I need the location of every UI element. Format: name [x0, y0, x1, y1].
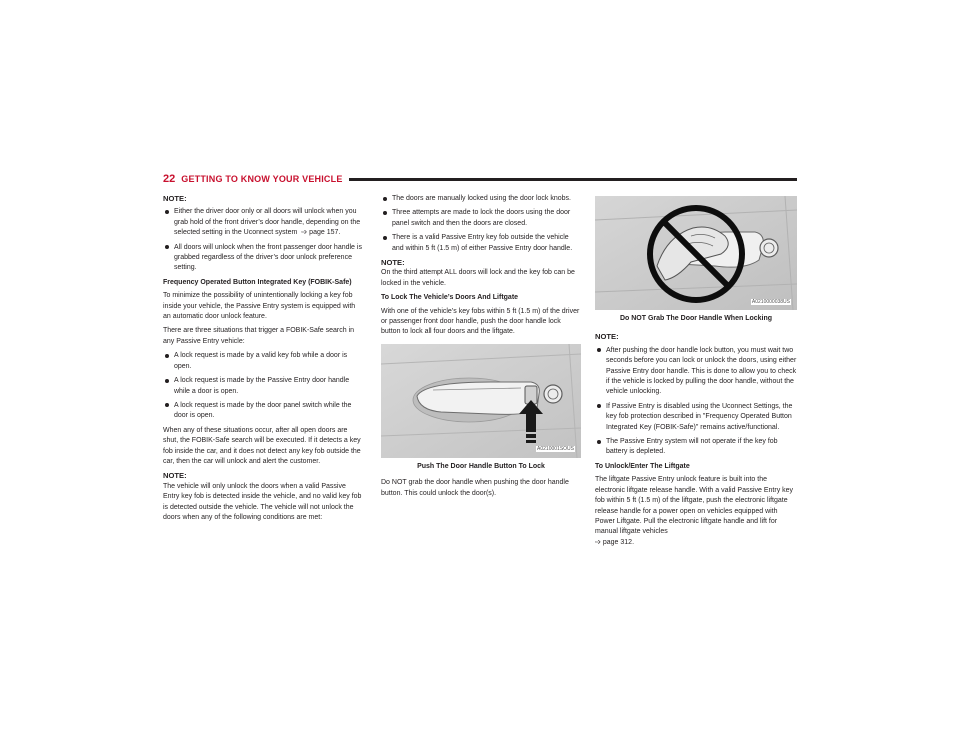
section-heading: To Lock The Vehicle’s Doors And Liftgate — [381, 294, 519, 302]
page-number: 22 — [163, 173, 176, 185]
list-item: There is a valid Passive Entry key fob outside the vehicle and within 5 ft (1.5 m) of either Passive Entry door handle. — [381, 233, 581, 254]
figure-push-lock-button — [381, 344, 581, 458]
paragraph: There are three situations that trigger a FOBIK-Safe search in any Passive Entry vehicle: — [163, 327, 355, 345]
list-item: A lock request is made by the door panel switch while the door is open. — [163, 401, 363, 422]
note-label: NOTE: — [381, 258, 405, 268]
column-left — [163, 194, 363, 527]
note-label: NOTE: — [163, 471, 187, 481]
list-item: After pushing the door handle lock button, you must wait two seconds before you can lock or unlock the doors, using either Passive Entry door handle. This is done to allow you to check if the vehicle is locked by pulling the door handle, without the vehicle unlocking. — [595, 346, 797, 398]
section-heading: Frequency Operated Button Integrated Key (FOBIK-Safe) — [163, 278, 352, 286]
page-reference-link[interactable]: page 157. — [309, 229, 341, 237]
note-bullet-list — [163, 207, 363, 273]
section-title: GETTING TO KNOW YOUR VEHICLE — [181, 174, 343, 184]
figure-code: A0210000038US — [751, 298, 790, 305]
bullet-list — [163, 351, 363, 421]
paragraph: When any of these situations occur, after all open doors are shut, the FOBIK-Safe search will be executed. If it detects a key fob inside the car, and it does not detect any key fob outside the car, then the car will unlock and alert the customer. — [163, 426, 361, 465]
note-label: NOTE: — [163, 194, 187, 203]
door-handle-illustration — [381, 344, 581, 458]
page-header — [163, 171, 797, 187]
list-item: All doors will unlock when the front passenger door handle is grabbed regardless of the driver’s door unlock preference setting. — [163, 243, 363, 274]
page-reference-arrow-icon: ➩ — [301, 229, 308, 237]
note-label: NOTE: — [595, 332, 619, 342]
page-reference-link[interactable]: page 312. — [602, 538, 635, 546]
note-bullet-list — [595, 346, 797, 458]
list-item: Three attempts are made to lock the doors using the door panel switch and then the doors are closed. — [381, 208, 581, 229]
header-rule — [349, 178, 797, 181]
paragraph: The liftgate Passive Entry unlock feature is built into the electronic liftgate release handle. With a valid Passive Entry key fob within 5 ft (1.5 m) of the liftgate, push the electronic liftgate release handle for a power open on vehicles equipped with Power Liftgate. Pull the electronic liftgate handle and lift for manual liftgate vehicles ➩ page 312. — [595, 475, 797, 548]
column-right — [595, 194, 797, 552]
page-reference-arrow-icon: ➩ — [595, 538, 601, 546]
paragraph: Do NOT grab the door handle when pushing the door handle button. This could unlock the door(s). — [381, 479, 569, 497]
figure-code: A0210001SOUS — [537, 446, 574, 453]
list-item: The Passive Entry system will not operate if the key fob battery is depleted. — [595, 437, 797, 458]
figure-do-not-grab-handle — [595, 196, 797, 310]
list-item: A lock request is made by a valid key fob while a door is open. — [163, 351, 363, 372]
note-text: On the third attempt ALL doors will lock and the key fob can be locked in the vehicle. — [381, 269, 575, 287]
bullet-list — [381, 194, 581, 254]
paragraph: With one of the vehicle’s key fobs within 5 ft (1.5 m) of the driver or passenger front door handle, push the door handle lock button to lock all four doors and the liftgate. — [381, 307, 580, 336]
list-item: The doors are manually locked using the door lock knobs. — [381, 194, 581, 204]
column-middle — [381, 194, 581, 503]
figure-caption: Do NOT Grab The Door Handle When Locking — [619, 315, 773, 322]
list-item: Either the driver door only or all doors will unlock when you grab hold of the front driver’s door handle, depending on the selected setting in the Uconnect system ➩ page 157. — [163, 207, 363, 238]
figure-caption: Push The Door Handle Button To Lock — [417, 462, 545, 470]
prohibited-grab-illustration — [595, 196, 797, 310]
list-item: If Passive Entry is disabled using the Uconnect Settings, the key fob protection described in "Frequency Operated Button Integrated Key (FOBIK-Safe)" remains active/functional. — [595, 402, 797, 433]
note-text: The vehicle will only unlock the doors when a valid Passive Entry key fob is detected inside the vehicle, and no valid key fob is detected outside the vehicle. The vehicle will not unlock the doors when any of the following conditions are met: — [163, 482, 362, 521]
list-item: A lock request is made by the Passive Entry door handle while a door is open. — [163, 376, 363, 397]
paragraph: To minimize the possibility of unintentionally locking a key fob inside your vehicle, the Passive Entry system is equipped with an automatic door unlock feature. — [163, 292, 356, 321]
section-heading: To Unlock/Enter The Liftgate — [595, 462, 690, 470]
